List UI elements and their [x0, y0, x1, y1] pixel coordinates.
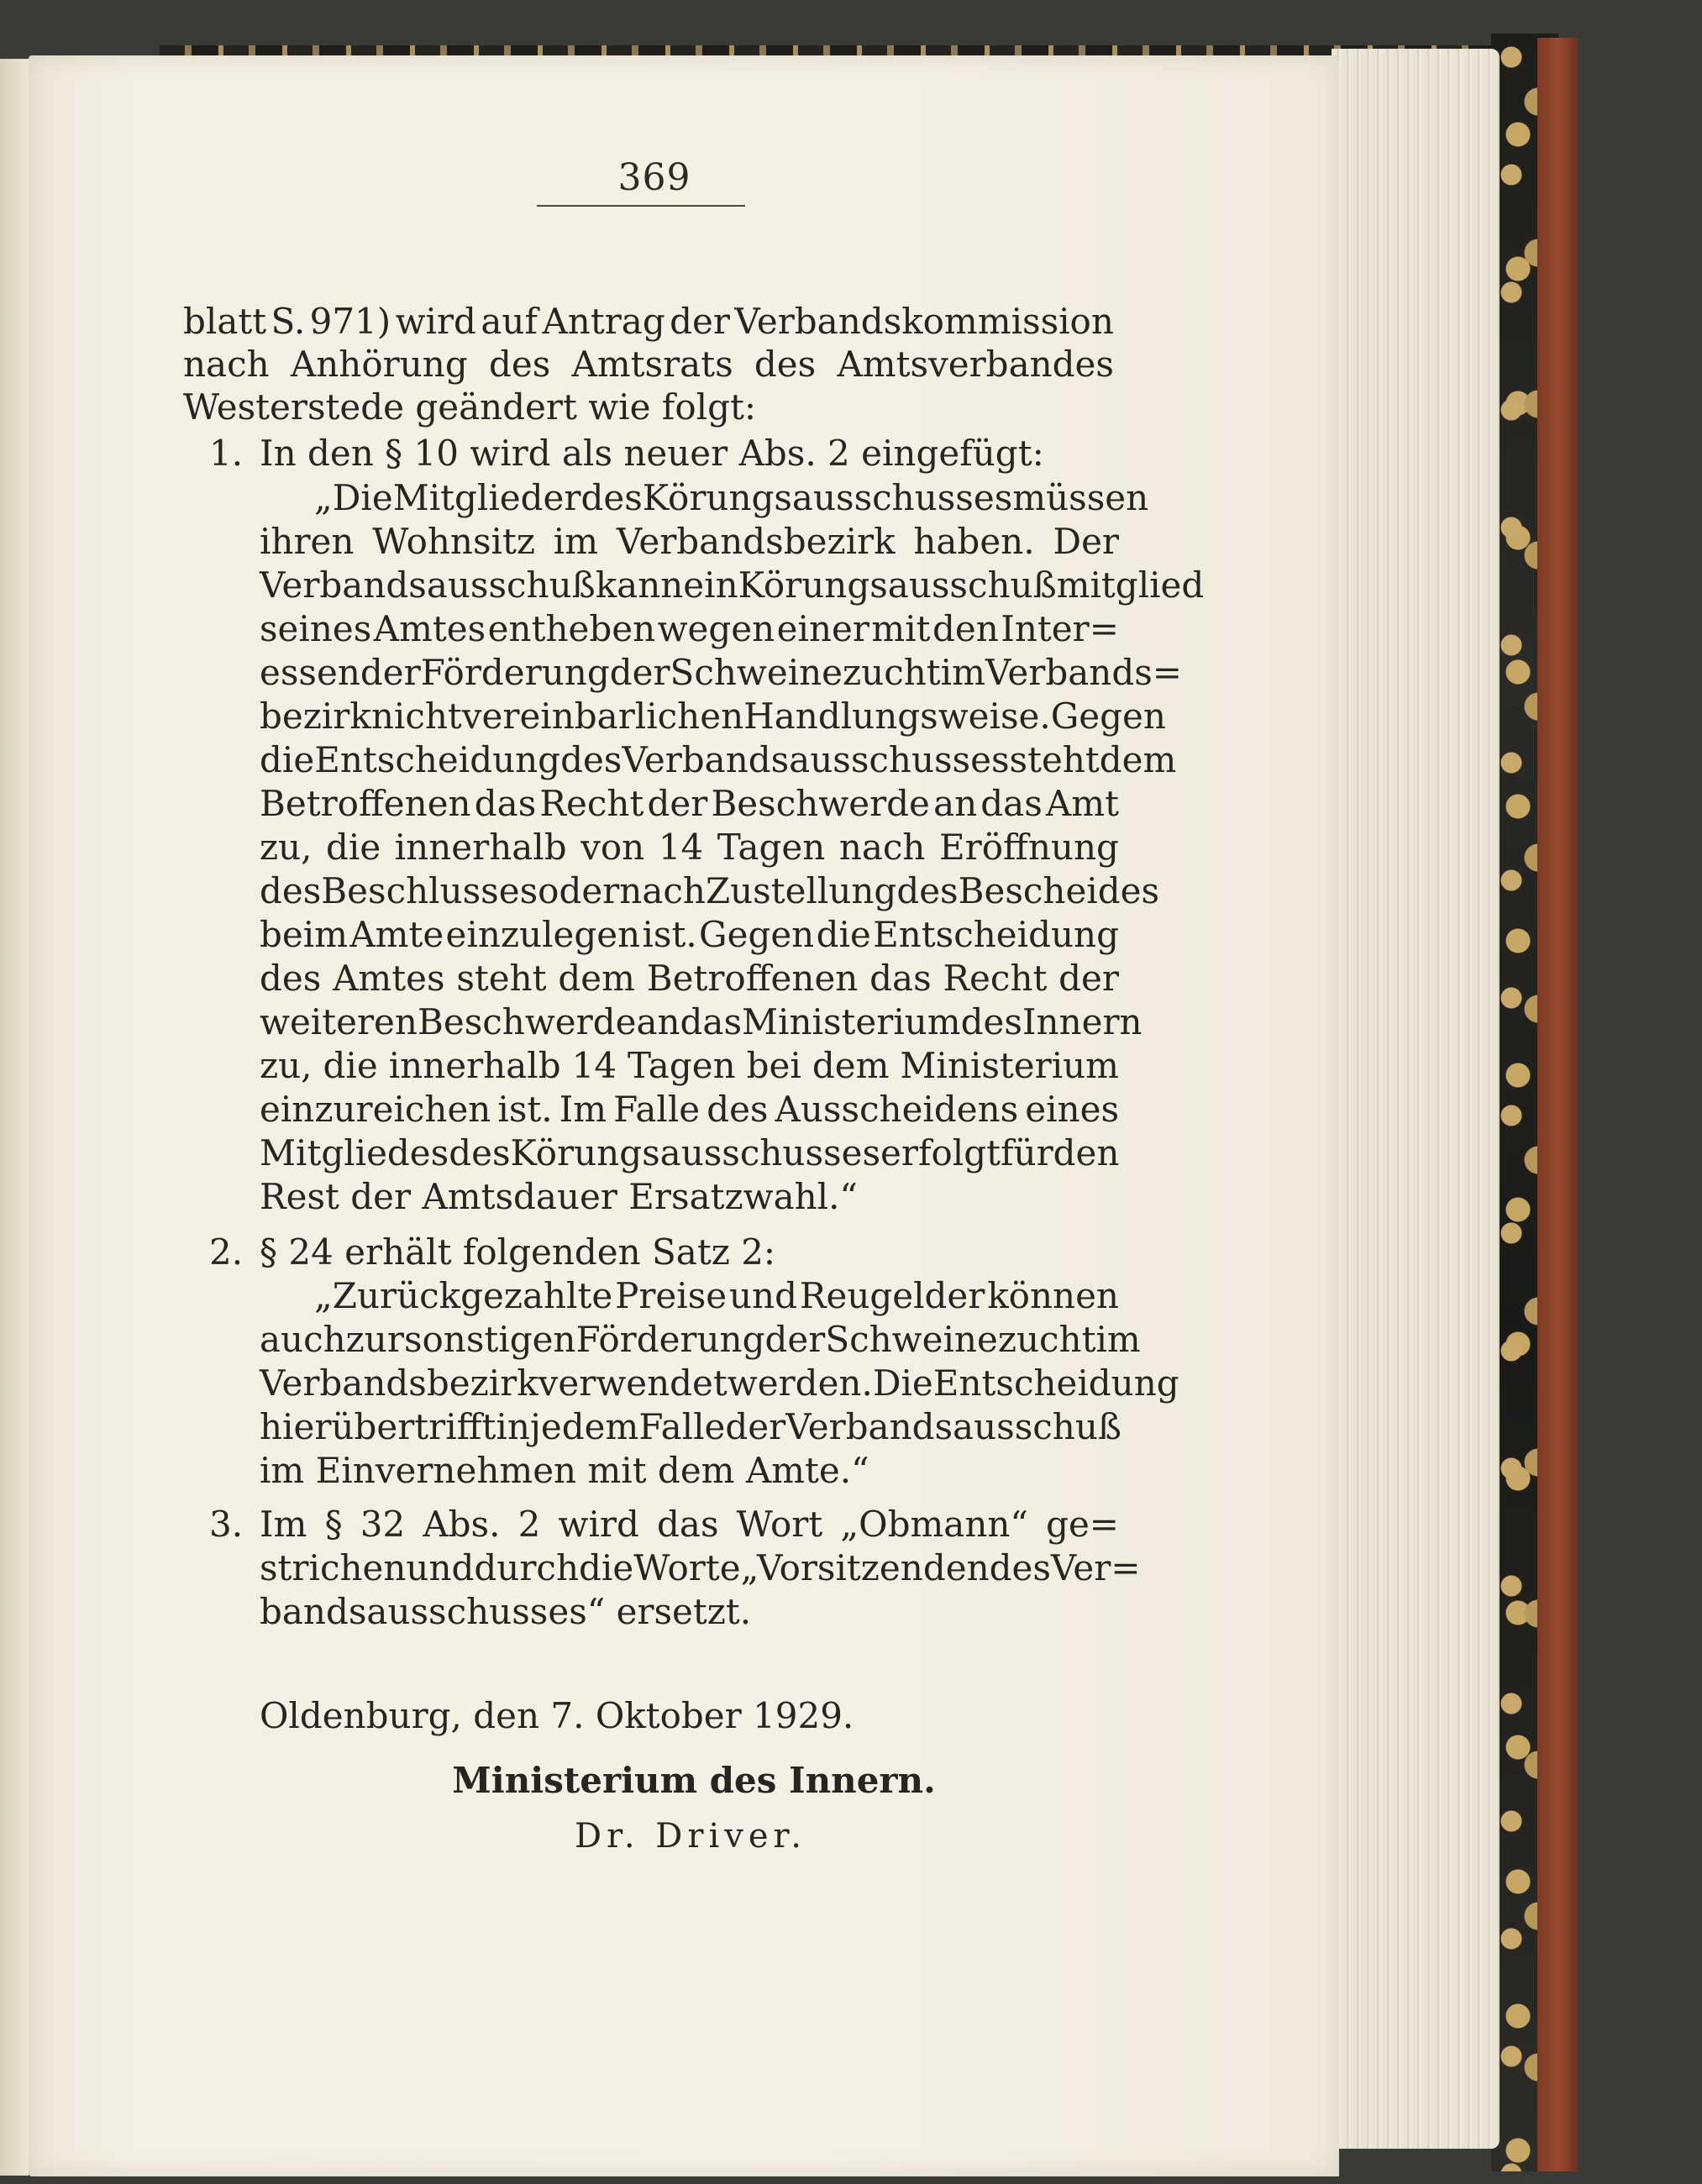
text-line: Verbandsausschuß kann ein Körungsausschußmitglied: [260, 564, 1205, 606]
ministry-name: Ministerium des Innern.: [452, 1760, 936, 1801]
text-line: § 24 erhält folgenden Satz 2:: [260, 1231, 776, 1273]
text-line: Im § 32 Abs. 2 wird das Wort „Obmann“ ge=: [260, 1504, 1119, 1545]
text-line: des Amtes steht dem Betroffenen das Recht der: [260, 958, 1119, 999]
text-line: auch zur sonstigen Förderung der Schweinezucht im: [260, 1319, 1141, 1360]
text-line: Westerstede geändert wie folgt:: [183, 386, 756, 428]
text-line: bandsausschusses“ ersetzt.: [260, 1591, 752, 1632]
text-line: hierüber trifft in jedem Falle der Verbandsausschuß: [260, 1406, 1122, 1447]
text-line: die Entscheidung des Verbandsausschusses steht dem: [260, 739, 1177, 780]
text-line: In den § 10 wird als neuer Abs. 2 eingefügt:: [260, 433, 1044, 474]
document-page: [29, 55, 1339, 2176]
spine-leather: [1537, 38, 1578, 2171]
item-number: 1.: [209, 433, 244, 474]
item-number: 2.: [209, 1231, 244, 1273]
place-date: Oldenburg, den 7. Oktober 1929.: [260, 1695, 854, 1736]
text-line: essen der Förderung der Schweinezucht im Verbands=: [260, 652, 1182, 693]
text-line: seines Amtes entheben wegen einer mit den Inter=: [260, 608, 1119, 649]
text-line: einzureichen ist. Im Falle des Ausscheidens eines: [260, 1089, 1119, 1130]
text-line: blatt S. 971) wird auf Antrag der Verbandskommission: [183, 301, 1114, 342]
text-line: strichen und durch die Worte „Vorsitzenden des Ver=: [260, 1547, 1141, 1588]
page-edges: [1332, 49, 1500, 2149]
signature-name: Dr. Driver.: [575, 1817, 806, 1856]
text-line: zu, die innerhalb von 14 Tagen nach Eröffnung: [260, 827, 1119, 868]
text-line: des Beschlusses oder nach Zustellung des Bescheides: [260, 870, 1160, 911]
text-line: Verbandsbezirk verwendet werden. Die Entscheidung: [260, 1362, 1179, 1404]
item-number: 3.: [209, 1504, 244, 1545]
text-line: bezirk nicht vereinbarlichen Handlungsweise. Gegen: [260, 696, 1166, 737]
text-line: beim Amte einzulegen ist. Gegen die Entscheidung: [260, 914, 1119, 955]
text-line: Mitgliedes des Körungsausschusses erfolgt für den: [260, 1132, 1120, 1173]
left-page-edge: [0, 59, 29, 2176]
text-line: ihren Wohnsitz im Verbandsbezirk haben. Der: [260, 521, 1119, 562]
text-line: nach Anhörung des Amtsrats des Amtsverbandes: [183, 344, 1114, 385]
text-line: im Einvernehmen mit dem Amte.“: [260, 1450, 869, 1491]
page-number: 369: [617, 156, 691, 199]
text-line: „Die Mitglieder des Körungsausschusses müssen: [314, 477, 1149, 518]
text-line: „Zurückgezahlte Preise und Reugelder können: [314, 1275, 1119, 1316]
text-line: Betroffenen das Recht der Beschwerde an das Amt: [260, 783, 1119, 824]
text-line: weiteren Beschwerde an das Ministerium des Innern: [260, 1001, 1143, 1042]
body-text: [29, 55, 1339, 2176]
text-line: Rest der Amtsdauer Ersatzwahl.“: [260, 1176, 858, 1217]
text-line: zu, die innerhalb 14 Tagen bei dem Ministerium: [260, 1045, 1119, 1086]
